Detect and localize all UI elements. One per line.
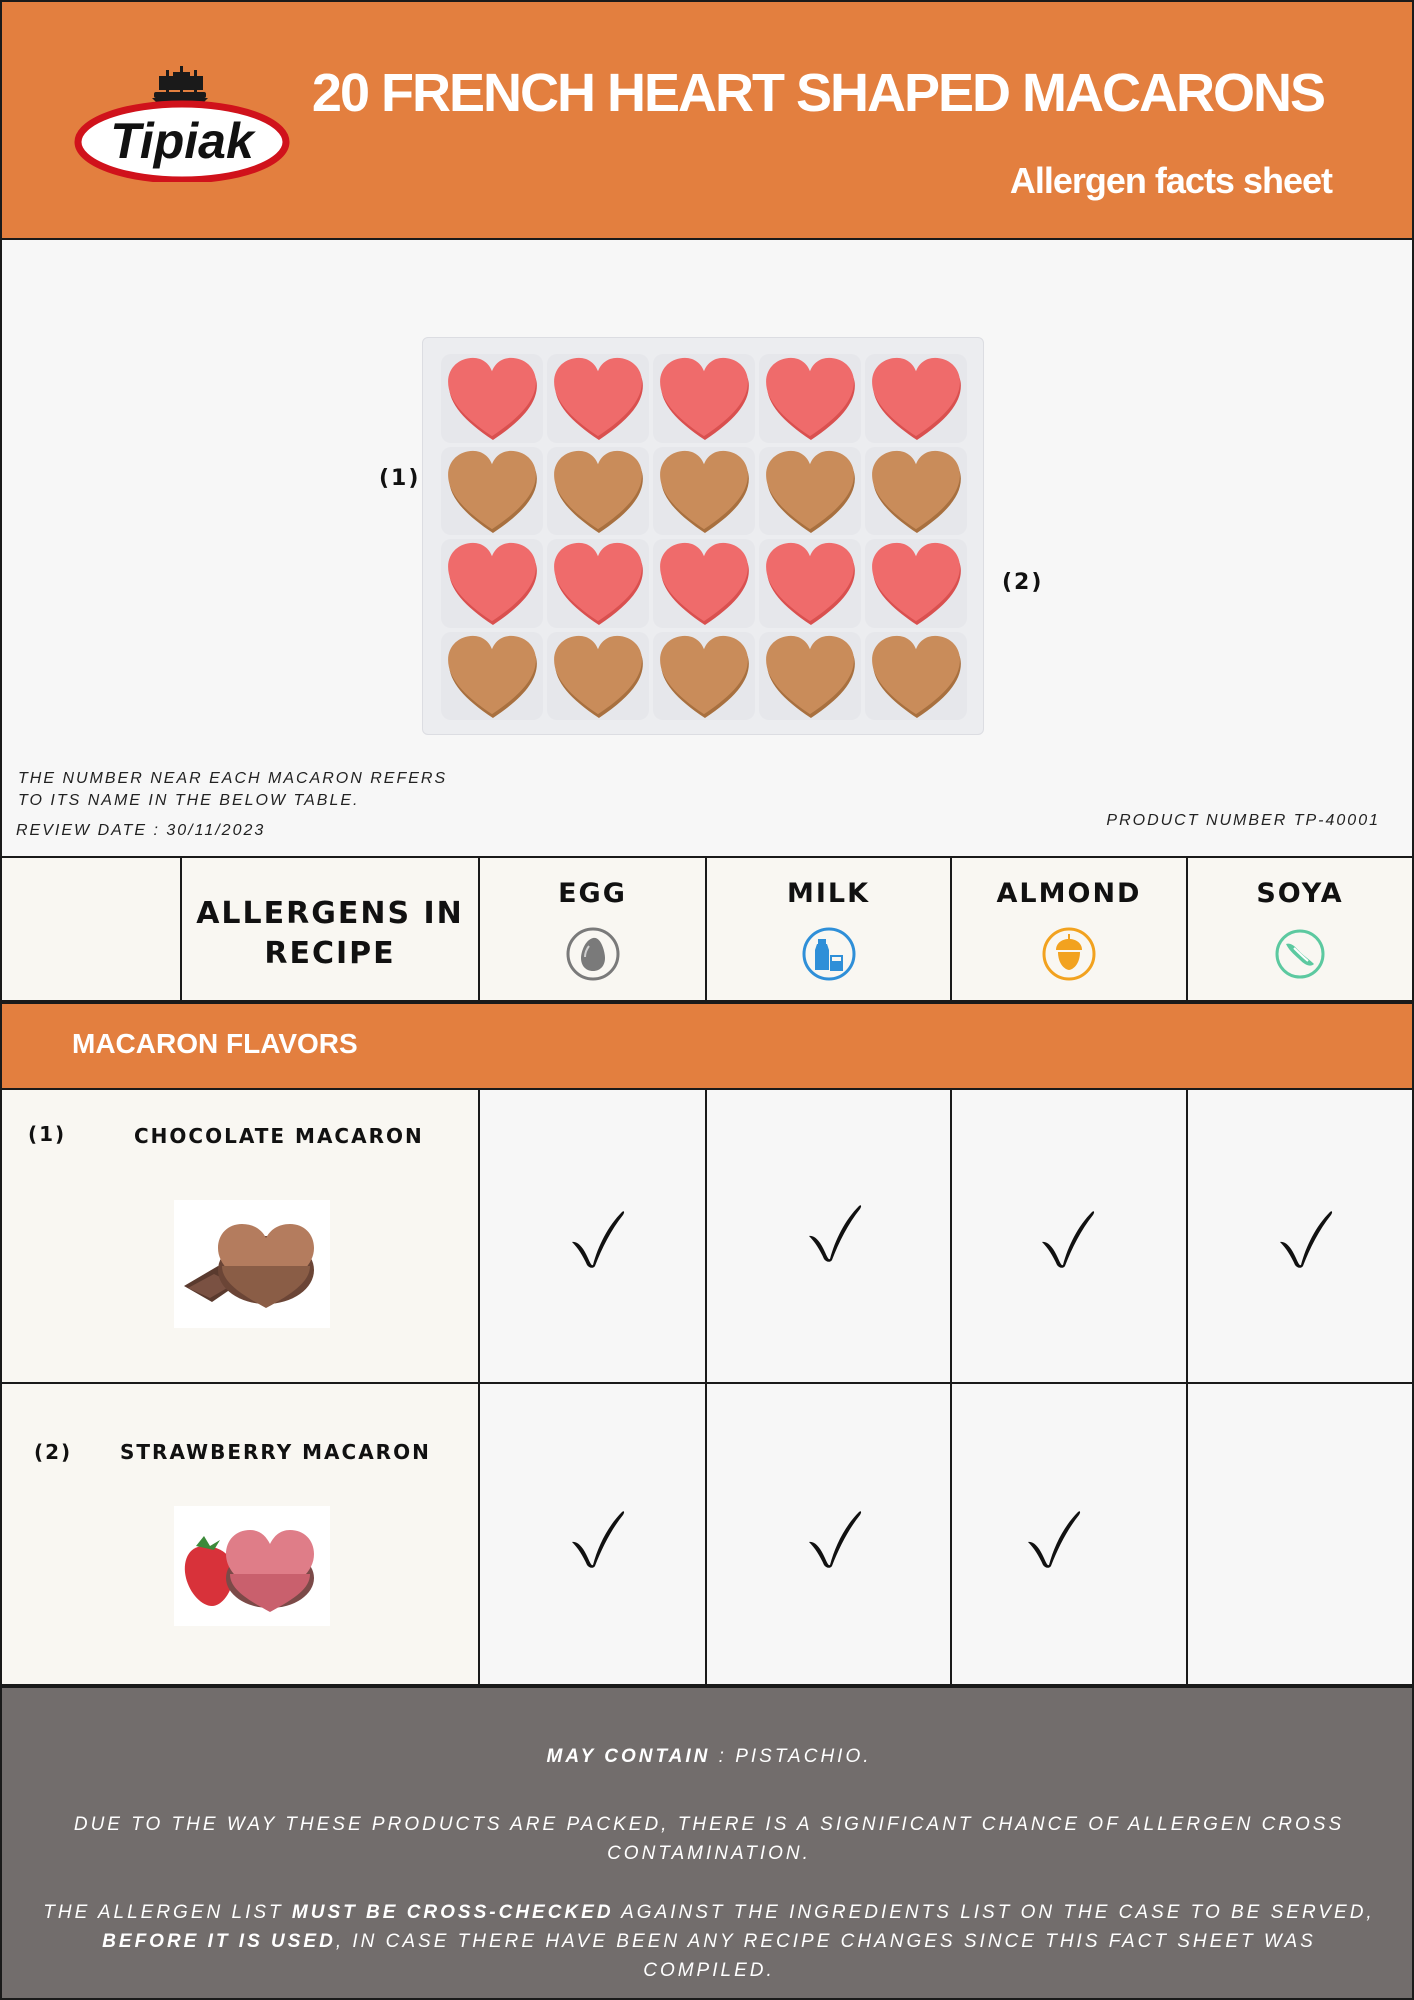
check-icon xyxy=(1276,1208,1334,1268)
strawberry-macaron xyxy=(865,539,967,628)
numbering-note: THE NUMBER NEAR EACH MACARON REFERS TO ITS NAME IN THE BELOW TABLE. xyxy=(18,770,448,809)
blank-corner-cell xyxy=(0,856,182,1002)
review-date: REVIEW DATE : 30/11/2023 xyxy=(16,822,266,839)
flavor-row-strawberry xyxy=(0,1382,1414,1686)
flavor-row-chocolate xyxy=(0,1088,1414,1384)
strawberry-macaron xyxy=(547,354,649,443)
page-subtitle: Allergen facts sheet xyxy=(1009,160,1332,201)
flavor-name: STRAWBERRY MACARON xyxy=(120,1440,431,1464)
soya-mark-cell xyxy=(1186,1382,1414,1686)
tray-marker-2: (2) xyxy=(1002,570,1044,595)
cross-check-instruction: THE ALLERGEN LIST MUST BE CROSS-CHECKED AGAINST THE INGREDIENTS LIST ON THE CASE TO BE SERVED, BEFORE IT IS USED, IN CASE THERE HAVE BEEN ANY RECIPE CHANGES SINCE THIS FACT SHEET WAS COMPILED. xyxy=(43,1902,1375,1981)
soya-icon xyxy=(1272,926,1328,982)
egg-icon xyxy=(565,926,621,982)
allergen-name: ALMOND xyxy=(996,878,1142,909)
allergen-name: SOYA xyxy=(1256,878,1344,909)
egg-mark-cell xyxy=(478,1088,707,1384)
product-section xyxy=(0,240,1414,857)
chocolate-macaron xyxy=(865,447,967,536)
strawberry-macaron xyxy=(759,354,861,443)
ship-icon xyxy=(152,66,208,106)
strawberry-macaron xyxy=(441,539,543,628)
flavors-section-bar xyxy=(0,1002,1414,1090)
chocolate-macaron-photo xyxy=(174,1200,330,1328)
strawberry-macaron xyxy=(547,539,649,628)
flavors-section-label: MACARON FLAVORS xyxy=(72,1028,358,1059)
brand-wordmark: Tipiak xyxy=(110,113,254,169)
tray-marker-1: (1) xyxy=(379,466,421,491)
allergen-col-egg xyxy=(478,856,707,1002)
milk-mark-cell xyxy=(705,1088,952,1384)
strawberry-macaron xyxy=(441,354,543,443)
chocolate-macaron xyxy=(547,447,649,536)
milk-mark-cell xyxy=(705,1382,952,1686)
allergens-in-recipe-label: ALLERGENS IN RECIPE xyxy=(196,896,464,971)
strawberry-macaron xyxy=(653,354,755,443)
allergen-col-milk xyxy=(705,856,952,1002)
page-title: 20 FRENCH HEART SHAPED MACARONS xyxy=(311,63,1324,123)
flavor-name: CHOCOLATE MACARON xyxy=(134,1124,424,1148)
flavor-number: (2) xyxy=(34,1440,73,1464)
flavor-number: (1) xyxy=(28,1122,67,1146)
chocolate-macaron xyxy=(653,632,755,721)
check-icon xyxy=(1038,1208,1096,1268)
check-icon xyxy=(568,1508,626,1568)
almond-mark-cell xyxy=(950,1382,1188,1686)
egg-mark-cell xyxy=(478,1382,707,1686)
strawberry-macaron xyxy=(865,354,967,443)
chocolate-macaron xyxy=(759,447,861,536)
check-icon xyxy=(568,1208,626,1268)
may-contain-line: MAY CONTAIN : PISTACHIO. xyxy=(546,1746,872,1767)
tipiak-logo xyxy=(74,64,290,182)
allergen-name: MILK xyxy=(786,878,871,909)
product-number: PRODUCT NUMBER TP-40001 xyxy=(1106,812,1380,829)
cross-contamination-warning: DUE TO THE WAY THESE PRODUCTS ARE PACKED, THERE IS A SIGNIFICANT CHANCE OF ALLERGEN CROSS CONTAMINATION. xyxy=(73,1814,1345,1864)
check-icon xyxy=(805,1508,863,1568)
allergen-header-row xyxy=(0,856,1414,1002)
allergen-col-soya xyxy=(1186,856,1414,1002)
strawberry-macaron xyxy=(653,539,755,628)
allergen-col-almond xyxy=(950,856,1188,1002)
recipe-label-cell xyxy=(180,856,480,1002)
check-icon xyxy=(805,1202,863,1262)
almond-icon xyxy=(1041,926,1097,982)
chocolate-macaron xyxy=(653,447,755,536)
chocolate-macaron xyxy=(759,632,861,721)
chocolate-macaron xyxy=(441,447,543,536)
check-icon xyxy=(1024,1508,1082,1568)
strawberry-macaron xyxy=(759,539,861,628)
strawberry-macaron-photo xyxy=(174,1506,330,1626)
chocolate-macaron xyxy=(865,632,967,721)
almond-mark-cell xyxy=(950,1088,1188,1384)
flavor-cell xyxy=(0,1382,480,1686)
flavor-cell xyxy=(0,1088,480,1384)
soya-mark-cell xyxy=(1186,1088,1414,1384)
chocolate-macaron xyxy=(547,632,649,721)
chocolate-macaron xyxy=(441,632,543,721)
footer-disclaimer xyxy=(0,1686,1414,2000)
milk-icon xyxy=(801,926,857,982)
header-banner xyxy=(0,0,1414,240)
macaron-tray-image xyxy=(422,337,984,735)
allergen-name: EGG xyxy=(558,878,627,909)
